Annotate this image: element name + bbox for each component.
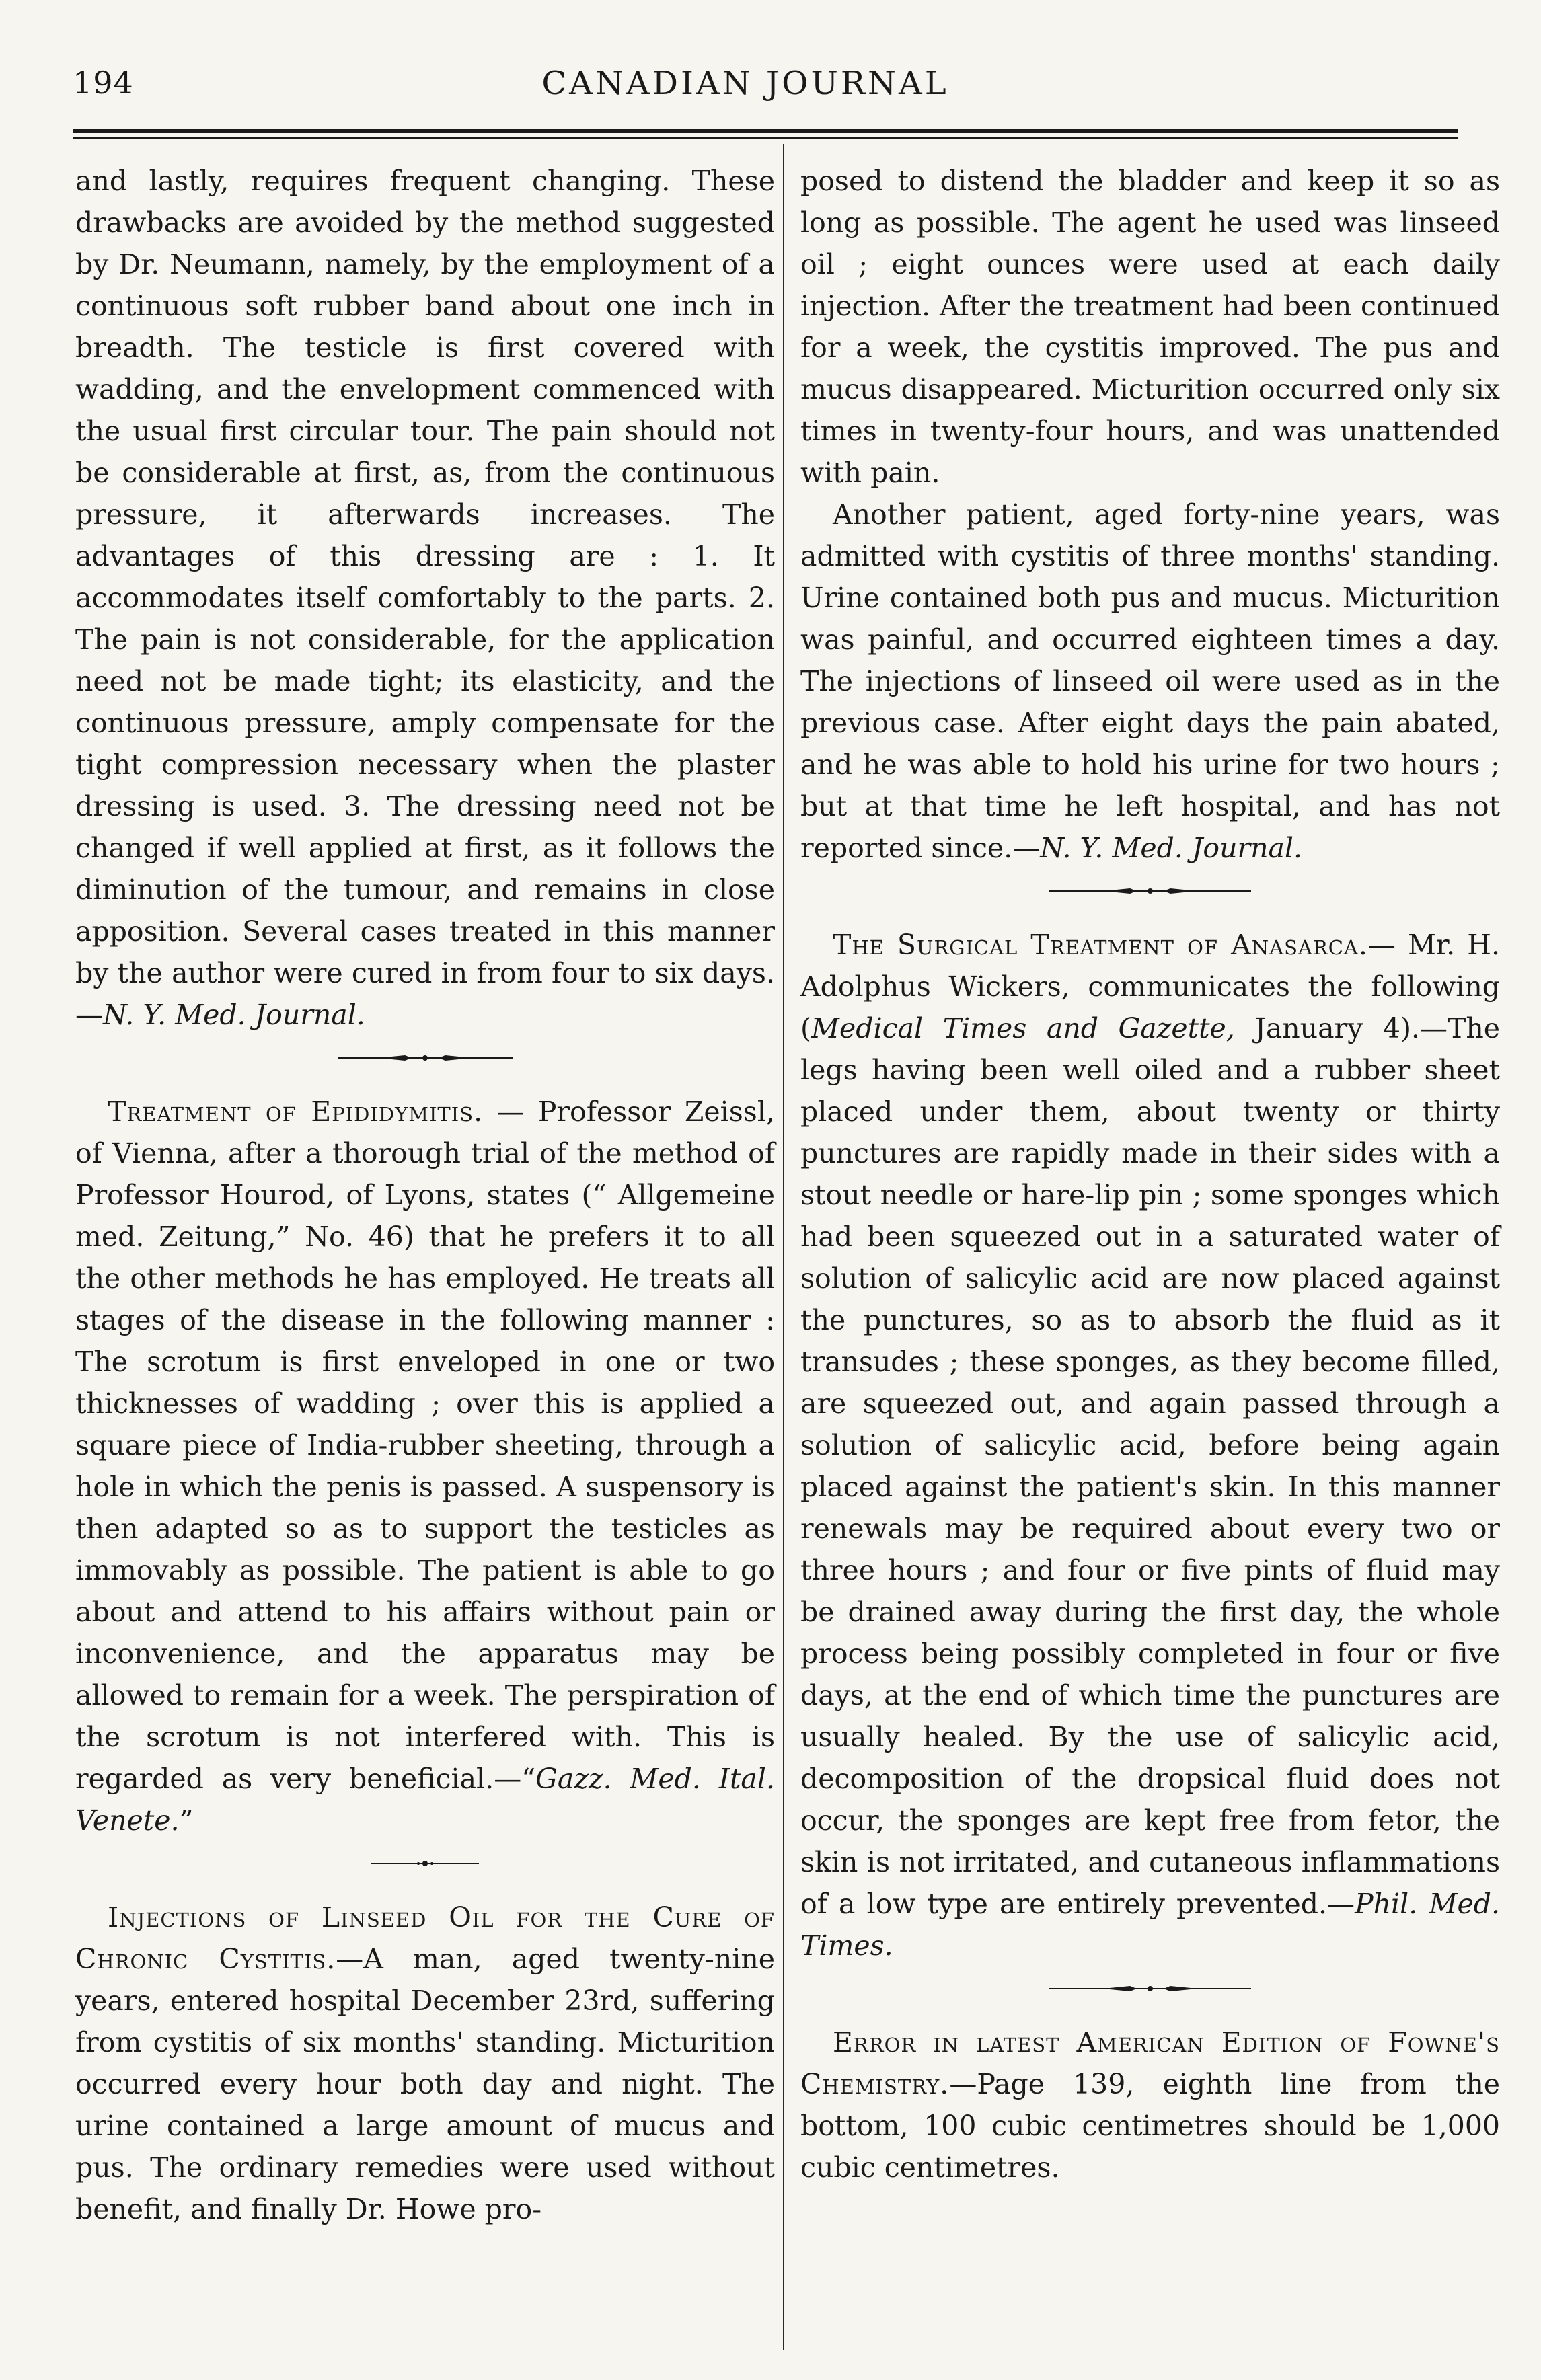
article-erratum xyxy=(800,2022,1500,2188)
column-divider xyxy=(783,144,784,2350)
article-body: —Page 139, eighth line from the bottom, 100 cubic centimetres should be 1,000 cubic centimetres. xyxy=(800,2068,1500,2184)
article-linseed xyxy=(75,1896,775,2230)
article-body: — Professor Zeissl, of Vienna, after a thorough trial of the method of Professor Hourod, of Lyons, states (“ Allgemeine med. Zeitung,” No. 46) that he prefers it to all the other methods he has employed. He treats all stages of the disease in the following manner : The scrotum is first enveloped in one or two thicknesses of wadding ; over this is applied a square piece of India-rubber sheeting, through a hole in which the penis is passed. A suspensory is then adapted so as to support the testicles as immovably as possible. The patient is able to go about and attend to his affairs without pain or inconvenience, and the apparatus may be allowed to remain for a week. The perspiration of the scrotum is not interfered with. This is regarded as very beneficial.—“ xyxy=(75,1096,775,1795)
ornament-rule-icon xyxy=(338,1053,513,1063)
article-body: —A man, aged twenty-nine years, entered hospital December 23rd, suffering from cystitis of six months' standing. Micturition occurred every hour both day and night. The urine contained a large amount of mucus and pus. The ordinary remedies were used without benefit, and finally Dr. Howe pro- xyxy=(75,1943,776,2225)
left-column xyxy=(75,160,775,2230)
article-heading: The Surgical Treatment of Anasarca. xyxy=(833,929,1368,961)
page-number: 194 xyxy=(73,65,134,101)
article-heading: Error in latest American Edition of Fowne's Chemistry. xyxy=(800,2026,1500,2100)
source-citation: Phil. Med. Times. xyxy=(800,1888,1500,1962)
paragraph-second-patient xyxy=(800,494,1500,869)
article-heading: Treatment of Epididymitis. xyxy=(108,1096,484,1128)
running-title: CANADIAN JOURNAL xyxy=(541,65,949,102)
closing-quote: ” xyxy=(179,1804,194,1837)
section-divider xyxy=(800,869,1500,924)
source-citation: N. Y. Med. Journal. xyxy=(103,999,365,1031)
paragraph-dressing xyxy=(75,160,775,1036)
section-divider xyxy=(75,1036,775,1091)
article-body: — Mr. H. Adolphus Wickers, communicates the following ( xyxy=(800,929,1501,1044)
right-column xyxy=(800,160,1500,2188)
header-rule xyxy=(73,129,1458,133)
ornament-rule-icon xyxy=(1049,1984,1251,1993)
header-rule-thin xyxy=(73,137,1458,139)
paragraph-linseed-cont: posed to distend the bladder and keep it so as long as possible. The agent he used was linseed oil ; eight ounces were used at each daily injection. After the treatment had been continued for a week, the cystitis improved. The pus and mucus disappeared. Micturition occurred only six times in twenty-four hours, and was unattended with pain. xyxy=(800,165,1500,489)
article-heading: Injections of Linseed Oil for the Cure of Chronic Cystitis. xyxy=(75,1901,775,1975)
section-divider xyxy=(75,1841,775,1896)
journal-reference: Medical Times and Gazette, xyxy=(811,1012,1235,1044)
paragraph-dressing-text: and lastly, requires frequent changing. These drawbacks are avoided by the method suggested by Dr. Neumann, namely, by the employment of a continuous soft rubber band about one inch in breadth. The testicle is first covered with wadding, and the envelopment commenced with the usual first circular tour. The pain should not be considerable at first, as, from the continuous pressure, it afterwards increases. The advantages of this dressing are : 1. It accommodates itself comfortably to the parts. 2. The pain is not considerable, for the application need not be made tight; its elasticity, and the continuous pressure, amply compensate for the tight compression necessary when the plaster dressing is used. 3. The dressing need not be changed if well applied at first, as it follows the diminution of the tumour, and remains in close apposition. Several cases treated in this manner by the author were cured in from four to six days.— xyxy=(75,165,775,1031)
article-epididymitis xyxy=(75,1091,775,1841)
article-anasarca xyxy=(800,924,1500,1966)
source-citation: N. Y. Med. Journal. xyxy=(1040,832,1303,864)
section-divider xyxy=(800,1966,1500,2022)
article-body-cont: January 4).—The legs having been well oiled and a rubber sheet placed under them, about twenty or thirty punctures are rapidly made in their sides with a stout needle or hare-lip pin ; some sponges which had been squeezed out in a saturated water of solution of salicylic acid are now placed against the punctures, so as to absorb the fluid as it transudes ; these sponges, as they become filled, are squeezed out, and again passed through a solution of salicylic acid, before being again placed against the patient's skin. In this manner renewals may be required about every two or three hours ; and four or five pints of fluid may be drained away during the first day, the whole process being possibly completed in four or five days, at the end of which time the punctures are usually healed. By the use of salicylic acid, decomposition of the dropsical fluid does not occur, the sponges are kept free from fetor, the skin is not irritated, and cutaneous inflammations of a low type are entirely prevented.— xyxy=(800,1012,1500,1920)
ornament-rule-icon xyxy=(371,1859,479,1868)
source-citation: Gazz. Med. Ital. Venete. xyxy=(75,1763,776,1837)
page-header xyxy=(73,61,1472,114)
paragraph-text: Another patient, aged forty-nine years, was admitted with cystitis of three months' standing. Urine contained both pus and mucus. Micturition was painful, and occurred eighteen times a day. The injections of linseed oil were used as in the previous case. After eight days the pain abated, and he was able to hold his urine for two hours ; but at that time he left hospital, and has not reported since.— xyxy=(800,498,1500,864)
ornament-rule-icon xyxy=(1049,886,1251,896)
